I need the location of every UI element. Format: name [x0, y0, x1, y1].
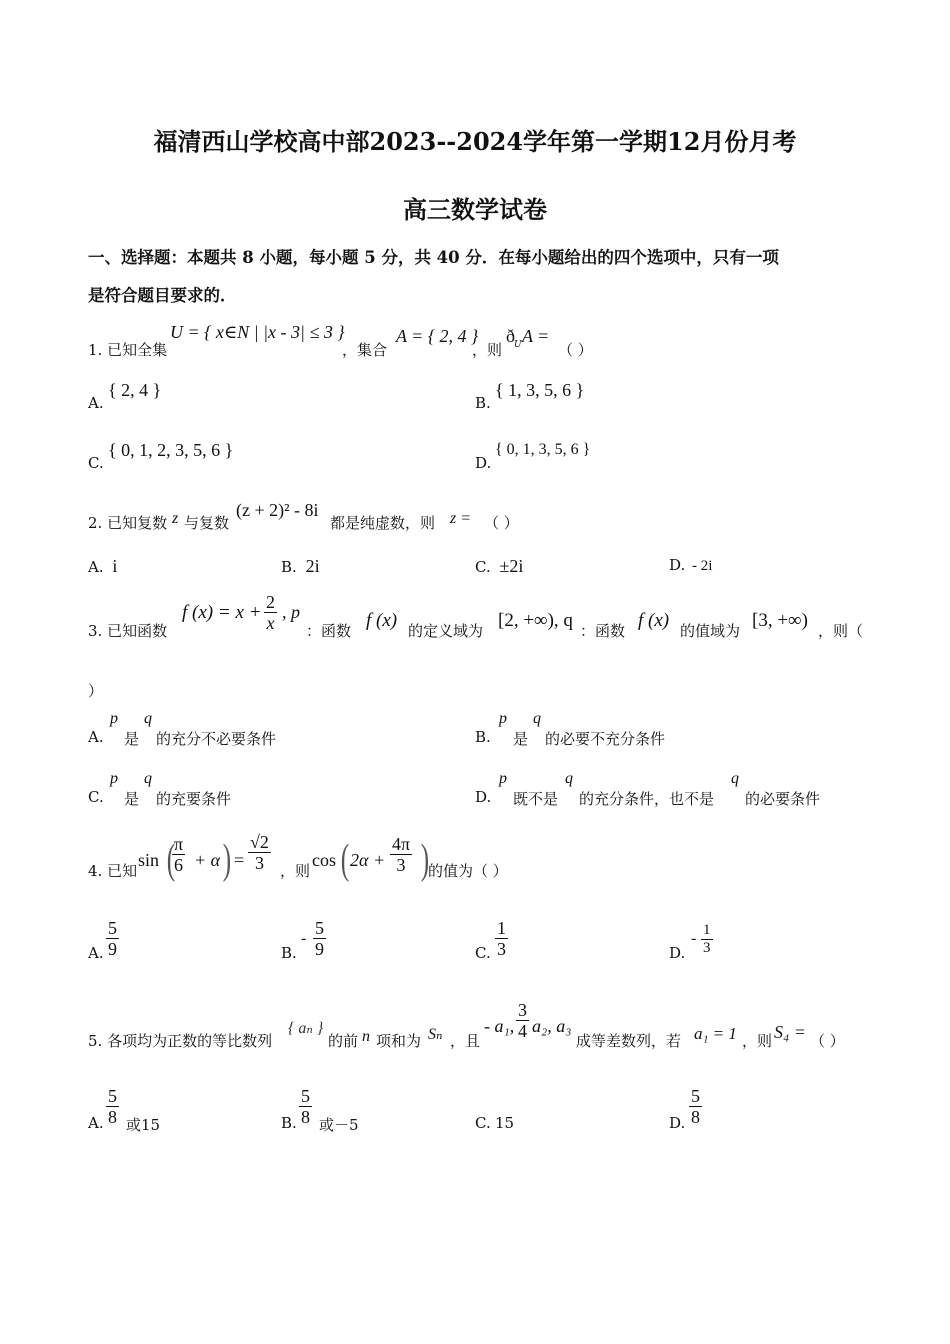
exam-title-line2: 高三数学试卷: [403, 195, 547, 224]
q3-colon2: ：函数: [580, 622, 626, 640]
q4-plus-alpha: + α: [194, 850, 221, 870]
option-text: 或－5: [319, 1116, 359, 1134]
option-label: C.: [475, 944, 491, 962]
q5-option-b: [281, 1084, 441, 1134]
q3-then: ，则（: [818, 622, 864, 640]
q1-then: ，则: [472, 341, 503, 359]
q3-fraction: [264, 592, 277, 633]
q3-option-b: [475, 710, 855, 750]
q3-option-c: [88, 770, 468, 810]
q5-prefix: 5. 各项均为正数的等比数列: [88, 1032, 273, 1050]
q5-then: ，则: [742, 1032, 773, 1050]
q4-three2: 3: [390, 854, 412, 875]
option-value: { 0, 1, 2, 3, 5, 6 }: [108, 440, 234, 460]
option-label: A.: [88, 1114, 104, 1132]
q2-mid1: 与复数: [184, 514, 230, 532]
q2-option-b: [281, 556, 320, 577]
exam-title-line1: 福清西山学校高中部2023--2024学年第一学期12月份月考: [153, 127, 797, 156]
option-label: C.: [88, 788, 104, 806]
option-label: D.: [475, 454, 492, 472]
q1-mid: ，集合: [342, 341, 388, 359]
frac-num: 1: [497, 918, 506, 938]
q2-option-a: [88, 556, 117, 577]
q5-a1: a₁ = 1: [694, 1024, 737, 1043]
option-label: D.: [669, 556, 686, 574]
option-label: C.: [475, 1114, 491, 1132]
q5-option-d: [669, 1084, 789, 1134]
q4-paren2-open: (: [340, 837, 350, 883]
q1-prefix: 1. 已知全集: [88, 341, 168, 359]
q3-p: , p: [282, 602, 300, 622]
q4-eq: =: [234, 850, 245, 870]
q4-frac-4pi3: [390, 834, 412, 875]
q5-paren: （ ）: [810, 1032, 845, 1050]
option-is: 是: [124, 730, 140, 748]
option-label: D.: [669, 1114, 686, 1132]
q3-prefix: 3. 已知函数: [88, 622, 168, 640]
option-text2: 的必要条件: [745, 790, 821, 808]
q3-option-d: [475, 770, 875, 810]
option-label: B.: [281, 944, 297, 962]
option-text: 的充分条件，也不是: [579, 790, 715, 808]
question-5: [88, 1000, 868, 1060]
option-p: p: [110, 710, 118, 727]
q1-complement-sub: U: [514, 340, 522, 350]
q4-option-b: [281, 916, 401, 966]
q4-option-d: [669, 916, 789, 966]
q4-sin: sin: [138, 850, 160, 870]
option-text: 15: [495, 1114, 515, 1132]
frac-num: 5: [315, 918, 324, 938]
q4-paren2-close: ): [420, 837, 430, 883]
q1-set-a: A = { 2, 4 }: [396, 326, 479, 346]
section-header-line1: 一、选择题：本题共 8 小题，每小题 5 分，共 40 分．在每小题给出的四个选项中，只有一项: [88, 248, 779, 267]
question-3: [88, 592, 868, 652]
option-is: 是: [513, 730, 529, 748]
option-label: B.: [475, 394, 491, 412]
q1-universal-set: U = { x∈N | |x - 3| ≤ 3 }: [170, 322, 345, 342]
q4-two-alpha: 2α +: [350, 850, 386, 870]
q4-option-c: [475, 916, 595, 966]
q3-f3: f (x): [638, 610, 670, 631]
option-value: i: [112, 556, 118, 576]
option-q: q: [565, 770, 573, 787]
option-label: A.: [88, 558, 104, 576]
q2-z-eq: z =: [450, 510, 472, 527]
q4-frac-pi6: [172, 834, 185, 875]
q2-paren: （ ）: [484, 514, 519, 532]
section-header-line2: 是符合题目要求的．: [88, 286, 237, 305]
q3-domain-text: 的定义域为: [408, 622, 484, 640]
q3-option-a: [88, 710, 468, 750]
frac-num: 5: [108, 918, 117, 938]
option-label: B.: [281, 558, 297, 576]
q2-option-c: [475, 556, 523, 577]
option-text: 的充分不必要条件: [156, 730, 277, 748]
q3-interval1: [2, +∞), q: [498, 610, 573, 631]
q2-expression: (z + 2)² - 8i: [236, 500, 319, 520]
q5-mid2: 项和为: [376, 1032, 422, 1050]
q4-frac-sqrt2-3: [248, 832, 271, 873]
option-text: 的必要不充分条件: [545, 730, 666, 748]
q5-sequence: { aₙ }: [288, 1020, 324, 1037]
frac-den: 9: [108, 939, 117, 959]
frac-num: 5: [108, 1086, 117, 1106]
option-value: ±2i: [499, 556, 524, 576]
option-sign: -: [301, 930, 307, 947]
option-p: p: [110, 770, 118, 787]
q5-seq2: a₂, a₃: [532, 1016, 572, 1036]
q4-value-text: 的值为（ ）: [428, 862, 508, 880]
q4-cos: cos: [312, 850, 336, 870]
option-label: A.: [88, 728, 104, 746]
q5-option-a: [88, 1084, 248, 1134]
q4-then: ，则: [280, 862, 311, 880]
q5-seq1: - a₁,: [484, 1016, 515, 1036]
q3-colon1: ：函数: [306, 622, 352, 640]
frac-den: 8: [691, 1107, 700, 1127]
q5-s4: S₄ =: [774, 1022, 806, 1042]
q4-prefix: 4. 已知: [88, 862, 138, 880]
option-sign: -: [691, 930, 697, 947]
q5-option-c: [475, 1084, 595, 1134]
frac-den: 8: [108, 1107, 117, 1127]
option-label: C.: [475, 558, 491, 576]
option-p: p: [499, 710, 507, 727]
option-label: B.: [475, 728, 491, 746]
q2-option-d: [669, 556, 712, 575]
frac-den: 9: [315, 939, 324, 959]
q5-fraction: [516, 1000, 529, 1041]
option-label: A.: [88, 944, 104, 962]
option-fraction: [701, 922, 713, 957]
option-fraction: [106, 1086, 119, 1127]
option-text: 的充要条件: [156, 790, 232, 808]
q4-paren-close: ): [222, 837, 232, 883]
option-fraction: [313, 918, 326, 959]
option-is: 是: [124, 790, 140, 808]
option-is: 既不是: [513, 790, 559, 808]
frac-den: 8: [301, 1107, 310, 1127]
q4-paren-open: (: [166, 837, 176, 883]
q5-n: n: [362, 1028, 370, 1045]
option-label: C.: [88, 454, 104, 472]
option-fraction: [495, 918, 508, 959]
q5-sn: Sₙ: [428, 1026, 443, 1043]
q4-four-pi: 4π: [392, 834, 411, 854]
q4-six: 6: [172, 854, 185, 875]
option-value: { 0, 1, 3, 5, 6 }: [495, 441, 591, 458]
frac-num: 5: [691, 1086, 700, 1106]
option-text: 或15: [126, 1116, 161, 1134]
q2-z: z: [172, 510, 179, 527]
q1-paren: （ ）: [558, 341, 593, 359]
option-value: 2i: [305, 556, 320, 576]
frac-num: 1: [703, 922, 711, 938]
option-label: A.: [88, 394, 104, 412]
q5-mid4: 成等差数列，若: [576, 1032, 682, 1050]
question-4: [88, 830, 548, 890]
option-q2: q: [731, 770, 739, 787]
option-q: q: [144, 770, 152, 787]
option-label: D.: [475, 788, 492, 806]
q4-sqrt2: √2: [250, 832, 269, 852]
frac-den: 3: [497, 939, 506, 959]
option-value: { 2, 4 }: [108, 380, 162, 400]
option-q: q: [144, 710, 152, 727]
frac-den: 3: [703, 940, 711, 956]
q5-mid3: ，且: [450, 1032, 481, 1050]
q3-f2: f (x): [366, 610, 398, 631]
option-value: { 1, 3, 5, 6 }: [495, 380, 585, 400]
option-q: q: [533, 710, 541, 727]
q3-interval2: [3, +∞): [752, 610, 808, 631]
option-fraction: [106, 918, 119, 959]
q2-mid2: 都是纯虚数，则: [330, 514, 436, 532]
frac-num: 5: [301, 1086, 310, 1106]
q4-option-a: [88, 916, 208, 966]
option-label: D.: [669, 944, 686, 962]
q3-function: f (x) = x +: [182, 602, 262, 623]
q2-prefix: 2. 已知复数: [88, 514, 168, 532]
option-value: - 2i: [692, 558, 713, 574]
option-p: p: [499, 770, 507, 787]
q5-frac-num: 3: [518, 1000, 527, 1020]
q4-pi: π: [174, 834, 184, 854]
option-label: B.: [281, 1114, 297, 1132]
q3-frac-den: x: [264, 612, 277, 633]
option-fraction: [689, 1086, 702, 1127]
q3-close-paren: ）: [88, 682, 104, 700]
q4-three: 3: [248, 852, 271, 873]
q1-complement-symbol: ð: [506, 326, 515, 346]
q5-mid1: 的前: [328, 1032, 359, 1050]
q5-frac-den: 4: [518, 1021, 527, 1041]
q3-range-text: 的值域为: [680, 622, 741, 640]
q1-complement-a: A =: [522, 326, 550, 346]
q3-frac-num: 2: [266, 592, 275, 612]
option-fraction: [299, 1086, 312, 1127]
